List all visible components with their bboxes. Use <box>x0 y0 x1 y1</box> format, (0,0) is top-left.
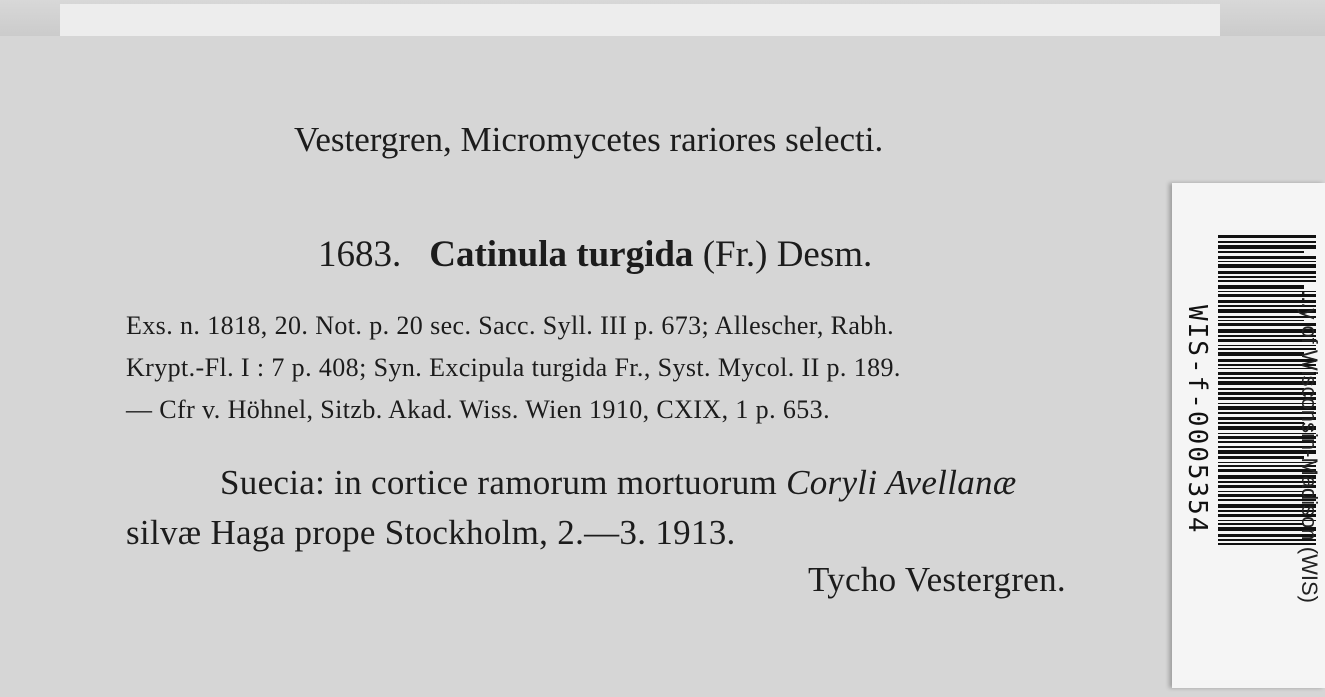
barcode-stripe <box>1218 235 1316 238</box>
barcode-stripe <box>1218 256 1316 259</box>
locality-line-1 <box>220 463 1016 503</box>
barcode-id: WIS-f-0005354 <box>1182 305 1212 535</box>
notes-line-2: Krypt.-Fl. I : 7 p. 408; Syn. Excipula turgida Fr., Syst. Mycol. II p. 189. <box>126 353 901 382</box>
host-name: Coryli Avellanæ <box>786 463 1017 502</box>
barcode-stripe <box>1218 352 1304 356</box>
barcode-stripe <box>1218 320 1304 321</box>
barcode-stripe <box>1218 422 1304 424</box>
barcode-stripe <box>1218 261 1316 262</box>
locality-text: Suecia: in cortice ramorum mortuorum <box>220 463 778 502</box>
barcode-stripe <box>1218 264 1316 268</box>
barcode-stripe <box>1218 388 1304 390</box>
locality-line-2: silvæ Haga prope Stockholm, 2.—3. 1913. <box>126 513 736 552</box>
barcode-stripe <box>1218 271 1316 274</box>
taxon-title <box>318 233 872 276</box>
barcode-stripe <box>1218 285 1304 289</box>
barcode-stripe <box>1218 523 1304 525</box>
barcode-stripe <box>1218 251 1304 253</box>
barcode-stripe <box>1218 491 1304 492</box>
series-header: Vestergren, Micromycetes rariores selecti. <box>294 120 884 159</box>
barcode-stripe <box>1218 280 1316 282</box>
exsiccata-number: 1683. <box>318 234 402 275</box>
barcode-stripe <box>1218 456 1304 459</box>
barcode-stripe <box>1218 245 1316 249</box>
barcode-stripe <box>1218 241 1316 243</box>
institution-text: ...y of Wisconsin-Madison (WIS) <box>1297 290 1322 603</box>
notes-line-3: — Cfr v. Höhnel, Sitzb. Akad. Wiss. Wien 1910, CXIX, 1 p. 653. <box>126 395 830 424</box>
taxon-name: Catinula turgida <box>429 234 694 275</box>
taxon-author: (Fr.) Desm. <box>702 234 873 275</box>
notes-line-1: Exs. n. 1818, 20. Not. p. 20 sec. Sacc. Syll. III p. 673; Allescher, Rabh. <box>126 311 895 340</box>
barcode-stripe <box>1218 276 1316 278</box>
collector-name: Tycho Vestergren. <box>808 560 1066 599</box>
